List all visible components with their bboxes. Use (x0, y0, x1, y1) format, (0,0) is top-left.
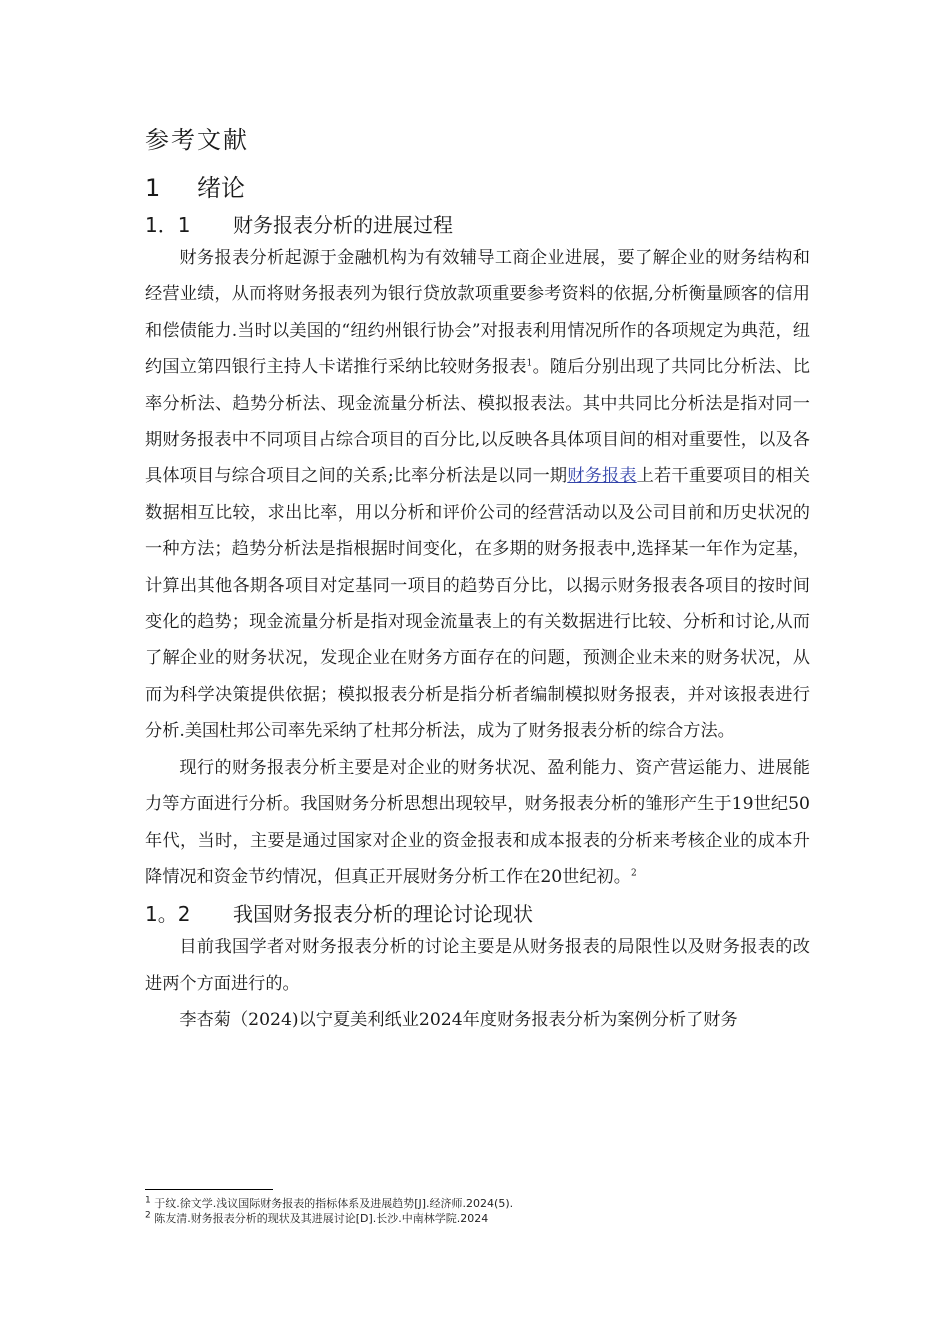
paragraph-current-analysis (145, 750, 810, 896)
paragraph-research-status: 目前我国学者对财务报表分析的讨论主要是从财务报表的局限性以及财务报表的改进两个方面进行的。 (145, 937, 810, 994)
section-heading-1-1 (145, 210, 810, 240)
paragraph-case-study: 李杏菊（2024)以宁夏美利纸业2024年度财务报表分析为案例分析了财务 (179, 1010, 738, 1031)
paragraph-text: 上若干重要项目的相关数据相互比较，求出比率，用以分析和评价公司的经营活动以及公司目前和历史状况的一种方法；趋势分析法是指根据时间变化，在多期的财务报表中,选择某一年作为定基，计算出其他各期各项目对定基同一项目的趋势百分比，以揭示财务报表各项目的按时间变化的趋势；现金流量分析是指对现金流量表上的有关数据进行比较、分析和讨论,从而了解企业的财务状况，发现企业在财务方面存在的问题，预测企业未来的财务状况，从而为科学决策提供依据；模拟报表分析是指分析者编制模拟财务报表，并对该报表进行分析.美国杜邦公司率先采纳了杜邦分析法，成为了财务报表分析的综合方法。 (145, 466, 810, 742)
chapter-title: 绪论 (197, 174, 245, 202)
footnote-ref-2[interactable]: 2 (630, 868, 637, 879)
page-content (145, 120, 810, 1039)
footnote-1 (145, 1196, 845, 1211)
footnote-text: 陈友清.财务报表分析的现状及其进展讨论[D].长沙.中南林学院.2024 (154, 1212, 489, 1225)
footnotes (145, 1196, 845, 1226)
section-heading-1-2 (145, 899, 810, 929)
paragraph-text: 。随后分别出现了共同比分析法、比率分析法、趋势分析法、现金流量分析法、模拟报表法。其中共同比分析法是指对同一期财务报表中不同项目占综合项目的百分比,以反映各具体项目间的相对重要性，以及各具体项目与综合项目之间的关系;比率分析法是以同一期 (145, 357, 810, 487)
chapter-number: 1 (145, 174, 161, 202)
section-title: 财务报表分析的进展过程 (233, 213, 453, 237)
financial-statements-link[interactable]: 财务报表 (567, 466, 637, 487)
footnote-separator (145, 1189, 273, 1190)
section-title: 我国财务报表分析的理论讨论现状 (233, 902, 533, 927)
page-title: 参考文献 (145, 126, 249, 154)
paragraph-text: 现行的财务报表分析主要是对企业的财务状况、盈利能力、资产营运能力、进展能力等方面进行分析。我国财务分析思想出现较早，财务报表分析的雏形产生于19世纪50年代，当时，主要是通过国家对企业的资金报表和成本报表的分析来考核企业的成本升降情况和资金节约情况，但真正开展财务分析工作在20世纪初。 (145, 757, 810, 887)
paragraph-text: 财务报表分析起源于金融机构为有效辅导工商企业进展，要了解企业的财务结构和经营业绩，从而将财务报表列为银行贷放款项重要参考资料的依据,分析衡量顾客的信用和偿债能力.当时以美国的“纽约州银行协会”对报表利用情况所作的各项规定为典范，纽约国立第四银行主持人卡诺推行采纳比较财务报表 (145, 248, 810, 378)
footnote-number: 1 (145, 1195, 151, 1206)
footnote-text: 于纹.徐文学.浅议国际财务报表的指标体系及进展趋势[J].经济师.2024(5). (154, 1197, 514, 1210)
footnote-ref-1[interactable]: 1 (526, 358, 533, 369)
section-number: 1．1 (145, 213, 191, 237)
paragraph-history (145, 240, 810, 750)
section-number: 1。2 (145, 902, 191, 927)
footnote-2 (145, 1211, 845, 1226)
footnote-number: 2 (145, 1210, 151, 1221)
chapter-heading (145, 170, 810, 206)
